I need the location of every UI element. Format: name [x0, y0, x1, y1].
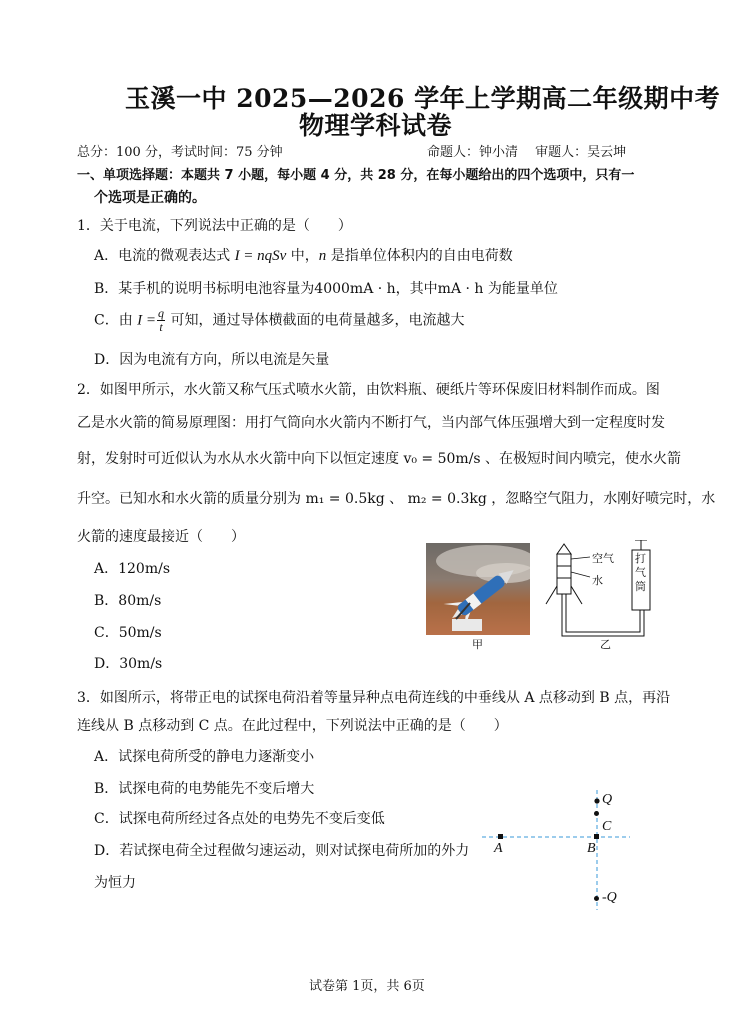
q1-option-a-pre: A．电流的微观表达式 [94, 248, 235, 264]
q3-option-a: A．试探电荷所受的静电力逐渐变小 [94, 749, 315, 765]
label-c: C [602, 819, 612, 834]
q3-option-d-line1: D．若试探电荷全过程做匀速运动，则对试探电荷所加的外力 [94, 843, 470, 859]
q1-option-a-formula: I = nqSv [234, 248, 287, 264]
label-b: B [587, 841, 596, 856]
label-a: A [494, 841, 503, 856]
q1-option-c-denominator: t [159, 320, 163, 334]
q1-option-c-pre: C．由 [94, 312, 138, 329]
q2-line4: 升空。已知水和水火箭的质量分别为 m₁ = 0.5kg 、 m₂ = 0.3kg ，忽略空气阻力，水刚好喷完时，水 [77, 491, 716, 507]
q3-option-d-line2: 为恒力 [94, 875, 136, 891]
section1-heading-line2: 个选项是正确的。 [94, 190, 206, 206]
q1-option-c-fraction [157, 307, 165, 334]
q1-option-c-post: 可知，通过导体横截面的电荷量越多，电流越大 [166, 312, 465, 329]
q3-line1: 3．如图所示，将带正电的试探电荷沿着等量异种点电荷连线的中垂线从 A 点移动到 B 点，再沿 [77, 690, 671, 706]
point-c-marker [594, 811, 599, 816]
charge-negative-dot [594, 896, 599, 901]
q1-option-c [94, 307, 465, 334]
q1-stem: 1．关于电流，下列说法中正确的是（ ） [77, 218, 352, 234]
q3-line2: 连线从 B 点移动到 C 点。在此过程中，下列说法中正确的是（ ） [77, 718, 508, 734]
q1-option-a-post: 是指单位体积内的自由电荷数 [326, 248, 513, 264]
label-q-positive: Q [602, 792, 613, 807]
q1-option-c-lhs: I = [137, 312, 157, 329]
fig-label-air: 空气 [592, 552, 614, 565]
exam-meta-left: 总分：100 分，考试时间：75 分钟 [77, 145, 283, 160]
water-rocket-photo-art [426, 543, 530, 635]
q2-line2: 乙是水火箭的简易原理图：用打气筒向水火箭内不断打气，当内部气体压强增大到一定程度时发 [77, 415, 665, 431]
q1-option-c-numerator: q [158, 306, 165, 320]
q2-option-a: A．120m/s [94, 561, 171, 577]
q2-option-b: B．80m/s [94, 593, 162, 609]
section1-heading-line1: 一、单项选择题：本题共 7 小题，每小题 4 分，共 28 分，在每小题给出的四个选项中，只有一 [77, 168, 635, 183]
fig-caption-yi: 乙 [600, 638, 611, 651]
page-footer: 试卷第 1页，共 6页 [309, 979, 425, 994]
q1-option-b: B．某手机的说明书标明电池容量为4000mA · h，其中mA · h 为能量单位 [94, 281, 558, 297]
charge-positive-dot [594, 798, 599, 803]
q2-option-c: C．50m/s [94, 625, 162, 641]
q2-option-d: D．30m/s [94, 656, 163, 672]
fig-label-water: 水 [592, 574, 603, 587]
fig-label-pump: 打气筒 [635, 552, 646, 593]
water-rocket-photo [426, 543, 530, 635]
q2-line1: 2．如图甲所示，水火箭又称气压式喷水火箭，由饮料瓶、硬纸片等环保废旧材料制作而成。图 [77, 382, 660, 398]
q3-option-b: B．试探电荷的电势能先不变后增大 [94, 781, 315, 797]
q1-option-a [94, 245, 513, 265]
exam-title-line1: 玉溪一中 2025—2026 学年上学期高二年级期中考 [125, 84, 721, 113]
fig-caption-jia: 甲 [472, 638, 483, 651]
exam-title-line2: 物理学科试卷 [299, 111, 453, 140]
q1-option-a-mid: 中， [286, 248, 319, 264]
point-a-marker [498, 834, 503, 839]
q1-option-a-n: n [318, 248, 327, 264]
q3-option-c: C．试探电荷所经过各点处的电势先不变后变低 [94, 811, 385, 827]
label-q-negative: -Q [602, 890, 617, 905]
q1-option-d: D．因为电流有方向，所以电流是矢量 [94, 352, 330, 368]
point-b-marker [594, 834, 599, 839]
exam-meta-right: 命题人：钟小清 审题人：吴云坤 [427, 145, 627, 160]
q2-line5: 火箭的速度最接近（ ） [77, 529, 245, 545]
q2-line3: 射，发射时可近似认为水从水火箭中向下以恒定速度 v₀ = 50m/s 、在极短时间内喷完，使水火箭 [77, 451, 682, 467]
